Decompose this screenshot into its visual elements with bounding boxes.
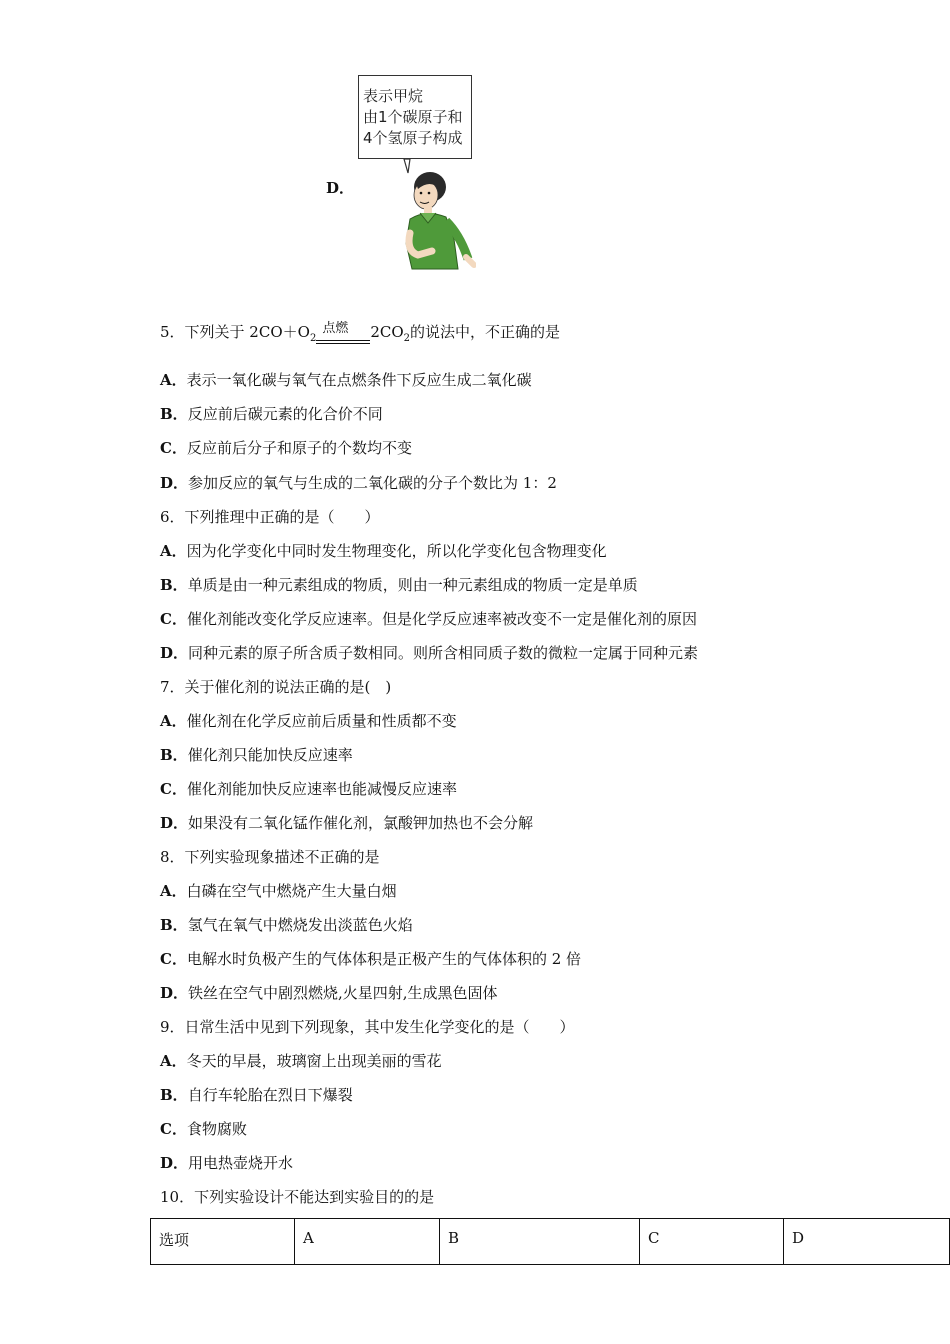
reaction-condition: 点燃 xyxy=(322,321,349,336)
q5-option-d: D．参加反应的氧气与生成的二氧化碳的分子个数比为 1：2 xyxy=(160,474,557,492)
o2-subscript: 2 xyxy=(309,333,317,344)
student-illustration xyxy=(396,159,476,271)
question-8-stem: 8．下列实验现象描述不正确的是 xyxy=(160,848,380,866)
figure-option-label: D． xyxy=(326,179,355,197)
question-9-stem: 9．日常生活中见到下列现象，其中发生化学变化的是（ ） xyxy=(160,1018,575,1036)
question-7-stem: 7．关于催化剂的说法正确的是( ) xyxy=(160,678,392,696)
experiment-table xyxy=(150,1218,950,1265)
co2-subscript: 2 xyxy=(403,333,411,344)
q9-option-d: D．用电热壶烧开水 xyxy=(160,1154,294,1172)
q8-option-c: C．电解水时负极产生的气体体积是正极产生的气体体积的 2 倍 xyxy=(160,950,582,968)
q7-option-c: C．催化剂能加快反应速率也能减慢反应速率 xyxy=(160,780,457,798)
bubble-line: 表示甲烷 xyxy=(363,87,424,105)
q8-option-b: B．氢气在氧气中燃烧发出淡蓝色火焰 xyxy=(160,916,413,934)
question-10-stem: 10．下列实验设计不能达到实验目的的是 xyxy=(160,1188,435,1206)
bubble-line: 由1个碳原子和 xyxy=(363,108,463,126)
question-5-stem xyxy=(160,322,560,349)
q9-option-c: C．食物腐败 xyxy=(160,1120,247,1138)
q6-option-b: B．单质是由一种元素组成的物质，则由一种元素组成的物质一定是单质 xyxy=(160,576,638,594)
q7-option-b: B．催化剂只能加快反应速率 xyxy=(160,746,353,764)
speech-bubble xyxy=(358,75,472,159)
table-header-cell: B xyxy=(440,1219,640,1265)
q5-option-a: A．表示一氧化碳与氧气在点燃条件下反应生成二氧化碳 xyxy=(160,371,532,389)
question-6-stem: 6．下列推理中正确的是（ ） xyxy=(160,508,380,526)
equation-left: 5．下列关于 2CO＋O xyxy=(160,323,310,341)
equation-product: 2CO xyxy=(370,323,404,341)
q5-option-c: C．反应前后分子和原子的个数均不变 xyxy=(160,439,412,457)
option-d-figure xyxy=(326,75,476,275)
q6-option-a: A．因为化学变化中同时发生物理变化，所以化学变化包含物理变化 xyxy=(160,542,607,560)
q9-option-b: B．自行车轮胎在烈日下爆裂 xyxy=(160,1086,353,1104)
question-text: 的说法中，不正确的是 xyxy=(410,323,561,341)
q9-option-a: A．冬天的早晨，玻璃窗上出现美丽的雪花 xyxy=(160,1052,442,1070)
table-header-cell: A xyxy=(295,1219,440,1265)
q7-option-a: A．催化剂在化学反应前后质量和性质都不变 xyxy=(160,712,457,730)
bubble-line: 4个氢原子构成 xyxy=(363,129,463,147)
reaction-arrow xyxy=(316,321,370,349)
q8-option-a: A．白磷在空气中燃烧产生大量白烟 xyxy=(160,882,397,900)
table-header-cell: 选项 xyxy=(151,1219,295,1265)
q5-option-b: B．反应前后碳元素的化合价不同 xyxy=(160,405,383,423)
q6-option-d: D．同种元素的原子所含质子数相同。则所含相同质子数的微粒一定属于同种元素 xyxy=(160,644,699,662)
q8-option-d: D．铁丝在空气中剧烈燃烧,火星四射,生成黑色固体 xyxy=(160,984,498,1002)
table-header-row xyxy=(151,1219,950,1265)
q6-option-c: C．催化剂能改变化学反应速率。但是化学反应速率被改变不一定是催化剂的原因 xyxy=(160,610,697,628)
q7-option-d: D．如果没有二氧化锰作催化剂，氯酸钾加热也不会分解 xyxy=(160,814,534,832)
table-header-cell: C xyxy=(640,1219,784,1265)
table-header-cell: D xyxy=(784,1219,950,1265)
